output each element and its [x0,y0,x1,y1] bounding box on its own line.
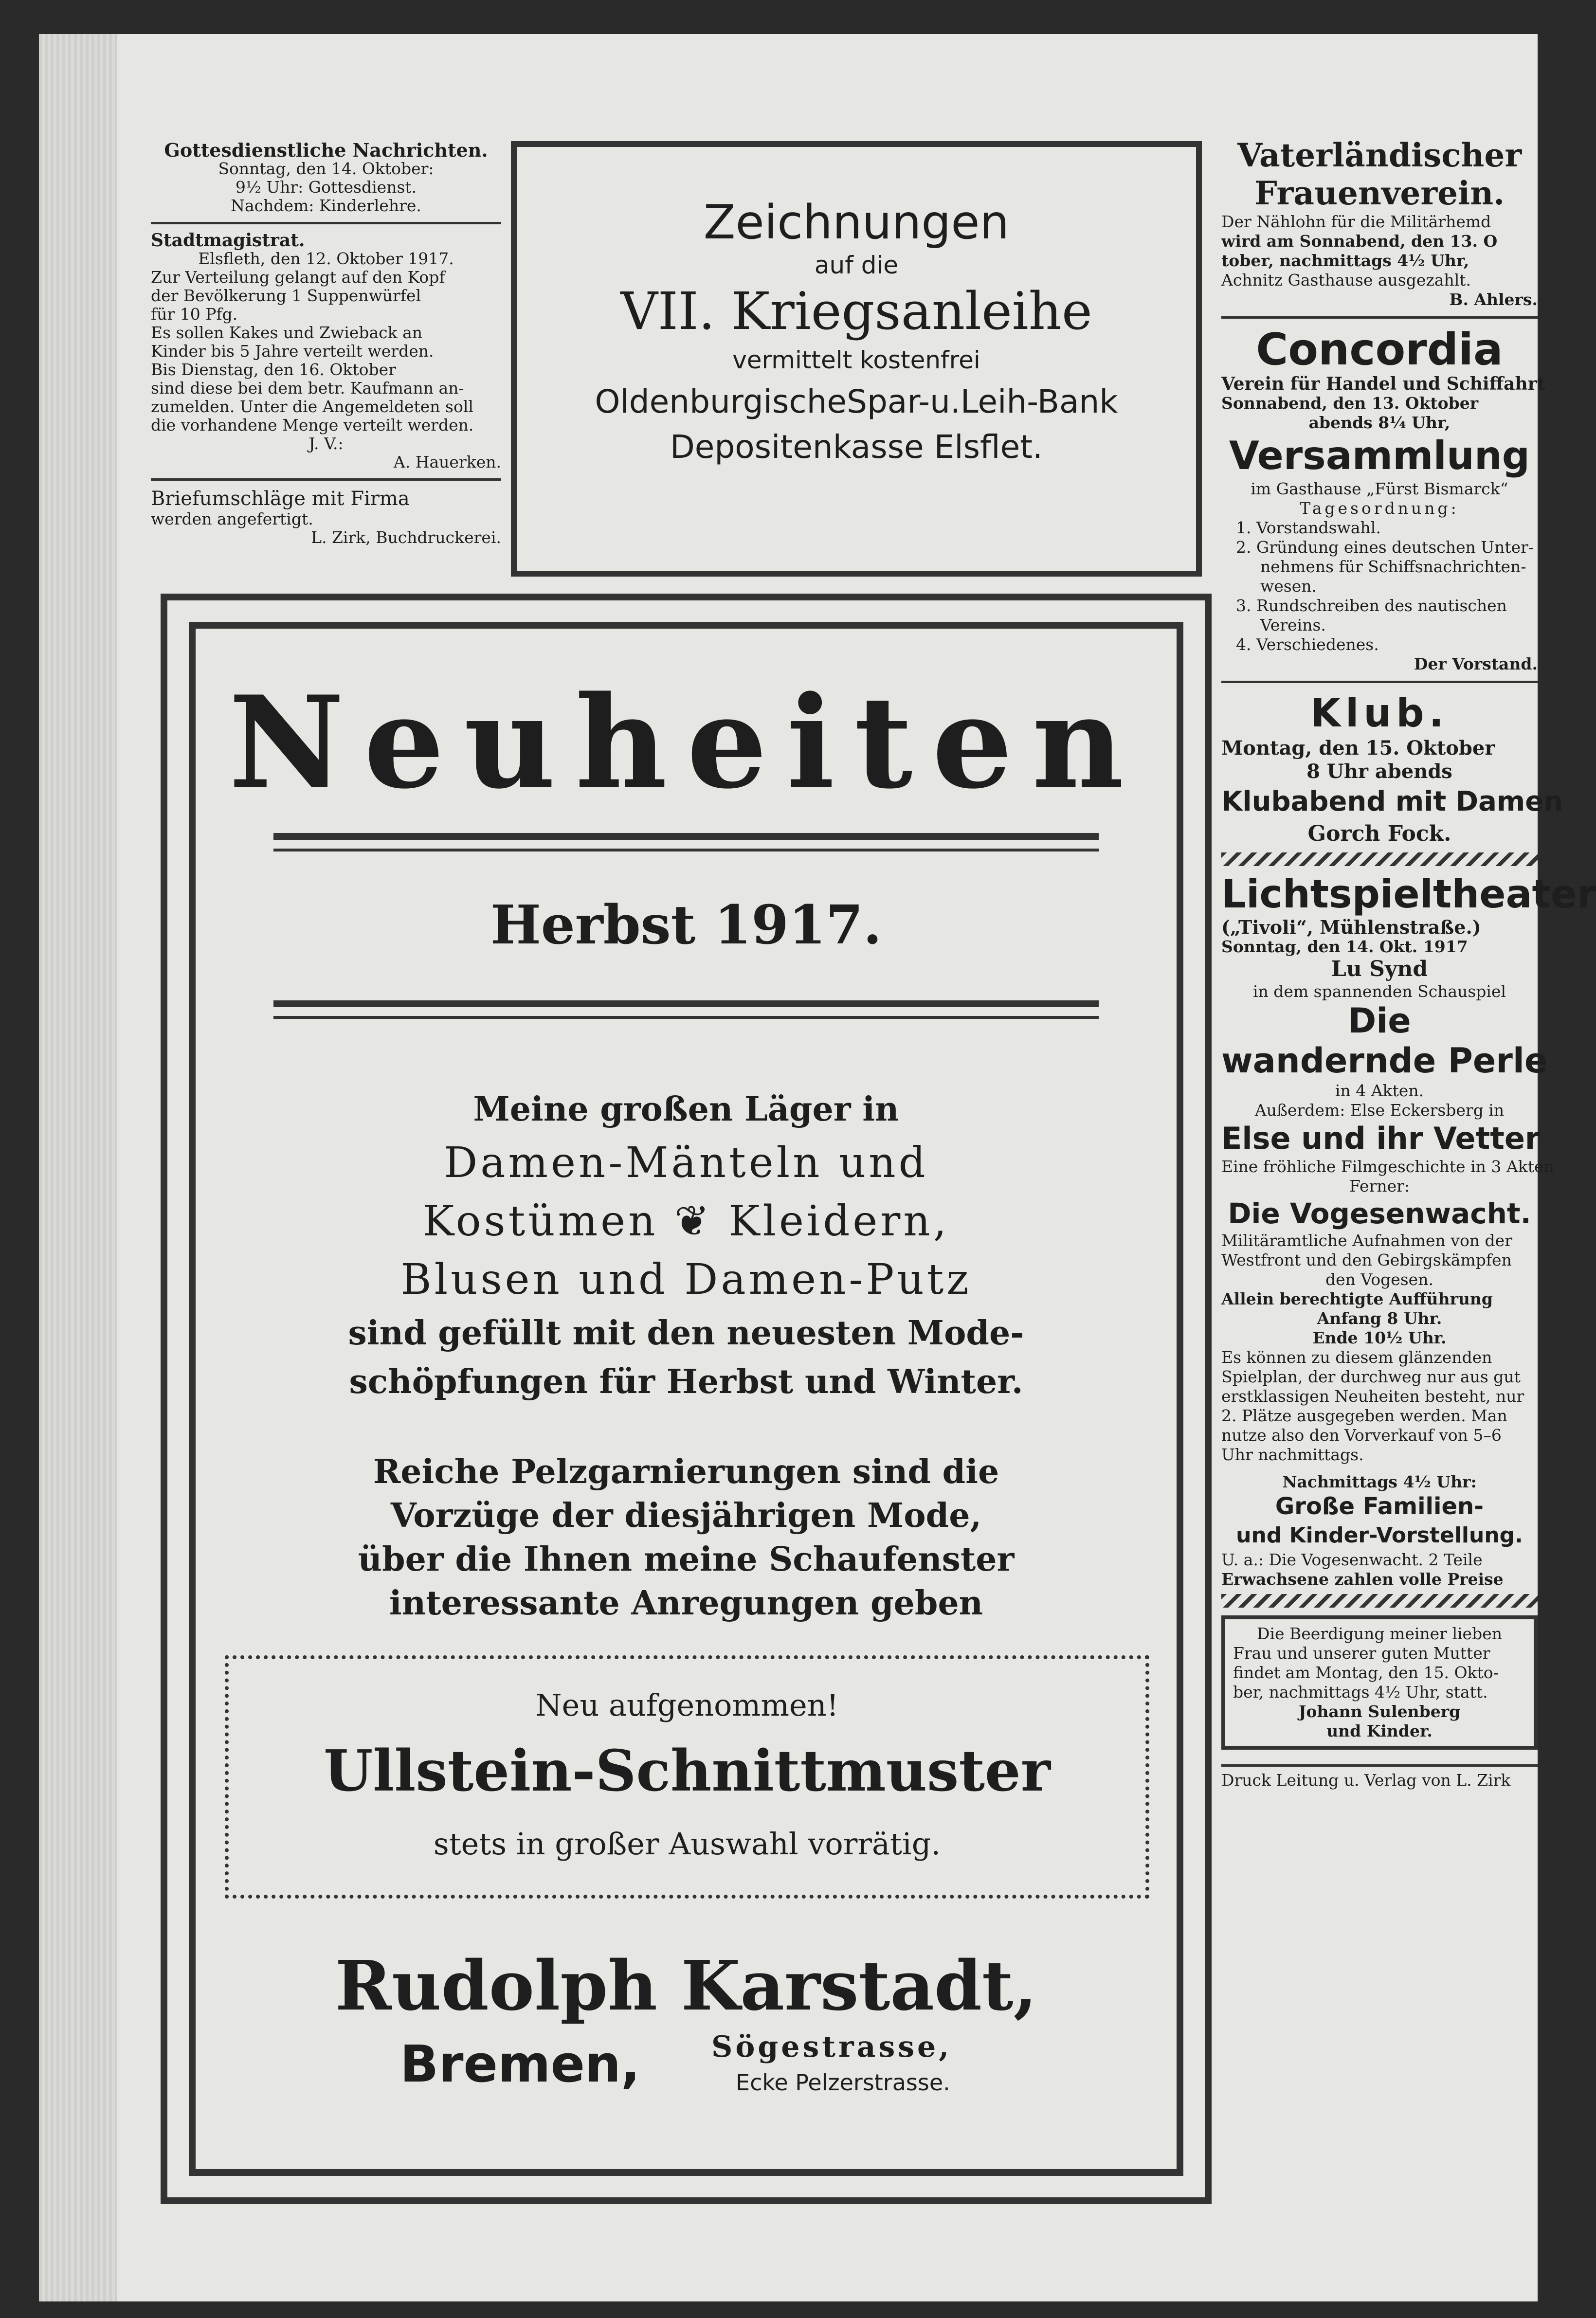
magistrat-title: Stadtmagistrat. [151,230,305,251]
licht-also: Außerdem: Else Eckersberg in [1254,1101,1505,1120]
ullstein-line-1: Neu aufgenommen! [535,1687,839,1723]
ornament-border [1221,1594,1538,1608]
gottesdienst-line-1: 9½ Uhr: Gottesdienst. [235,178,417,197]
gottesdienst-title: Gottesdienstliche Nachrichten. [164,139,488,161]
licht-intro: in dem spannenden Schauspiel [1252,982,1506,1001]
headline: Neuheiten [229,669,1143,817]
licht-film2: Else und ihr Vetter [1221,1121,1540,1156]
traur-line: findet am Montag, den 15. Okto- [1233,1663,1499,1682]
concordia-time: abends 8¼ Uhr, [1308,413,1451,432]
licht-line: den Vogesen. [1325,1270,1433,1289]
agenda-item: 4. Verschiedenes. [1236,635,1379,654]
licht-family-1: Große Familien- [1275,1493,1484,1520]
concordia-agenda [1221,518,1538,654]
concordia-date: Sonnabend, den 13. Oktober [1221,394,1479,413]
agenda-item: 2. Gründung eines deutschen Unter- [1236,538,1534,557]
kriegsanleihe-box [511,141,1202,577]
stock-line: schöpfungen für Herbst und Winter. [349,1362,1023,1401]
agenda-item: wesen. [1260,577,1317,596]
licht-line: Westfront und den Gebirgskämpfen [1221,1250,1512,1269]
licht-film1b: wandernde Perle [1221,1041,1548,1081]
anleihe-line-2: auf die [814,251,899,279]
frauen-line: Der Nählohn für die Militärhemd [1221,212,1491,231]
magistrat-line: zumelden. Unter die Angemeldeten soll [151,397,473,416]
fur-line: über die Ihnen meine Schaufenster [358,1540,1015,1579]
frauen-line: Achnitz Gasthause ausgezahlt. [1221,271,1471,290]
klub-name: Gorch Fock. [1307,821,1451,846]
firm-city: Bremen, [400,2034,640,2094]
licht-para: Spielplan, der durchweg nur aus gut [1221,1367,1521,1386]
anleihe-line-6: Depositenkasse Elsflet. [670,428,1043,466]
magistrat-line: J. V.: [308,434,344,453]
concordia-place: im Gasthause „Fürst Bismarck“ [1251,479,1508,498]
stock-line: Blusen und Damen-Putz [400,1255,972,1304]
magistrat-line: Es sollen Kakes und Zwieback an [151,323,423,342]
klub-event: Klubabend mit Damen [1221,786,1563,817]
traur-line: ber, nachmittags 4½ Uhr, statt. [1233,1683,1488,1702]
magistrat-line: die vorhandene Menge verteilt werden. [151,416,474,435]
licht-para: erstklassigen Neuheiten besteht, nur [1221,1387,1524,1406]
karstadt-ad-inner [189,622,1183,2176]
concordia-sub: Verein für Handel und Schiffahrt [1221,374,1545,394]
gottesdienst-line-2: Nachdem: Kinderlehre. [231,196,421,215]
licht-title: Lichtspieltheater [1221,871,1596,917]
gottesdienst-date: Sonntag, den 14. Oktober: [218,159,434,178]
traueranzeige [1221,1615,1538,1750]
licht-ua: U. a.: Die Vogesenwacht. 2 Teile [1221,1550,1483,1569]
licht-ende: Ende 10½ Uhr. [1312,1328,1447,1347]
licht-film2-desc: Eine fröhliche Filmgeschichte in 3 Akten [1221,1157,1554,1176]
right-column [1221,136,1596,2238]
licht-star: Lu Synd [1331,957,1428,981]
licht-date: Sonntag, den 14. Okt. 1917 [1221,937,1468,956]
licht-allein: Allein berechtigte Aufführung [1221,1289,1493,1308]
licht-para: nutze also den Vorverkauf von 5–6 [1221,1426,1502,1445]
fur-paragraph [298,1450,1074,1625]
headline-rule [273,833,1099,845]
anleihe-line-4: vermittelt kostenfrei [732,346,980,374]
season-rule [273,1000,1099,1012]
left-column [151,141,501,628]
licht-film3: Die Vogesenwacht. [1228,1197,1531,1230]
divider [151,478,501,481]
divider [1221,681,1538,683]
frauen-title-1: Vaterländischer [1237,136,1522,174]
firm-name: Rudolph Karstadt, [335,1946,1037,2026]
licht-sub: („Tivoli“, Mühlenstraße.) [1221,916,1481,938]
stock-line: sind gefüllt mit den neuesten Mode- [348,1314,1024,1353]
concordia-agenda-title: Tagesordnung: [1300,499,1459,518]
concordia-title: Concordia [1256,324,1503,375]
ullstein-line-2: Ullstein-Schnittmuster [324,1738,1051,1804]
concordia-signature: Der Vorstand. [1414,654,1538,673]
licht-line: Militäramtliche Aufnahmen von der [1221,1231,1512,1250]
druck-line: Druck Leitung u. Verlag von L. Zirk [1221,1764,1538,1790]
fur-line: Vorzüge der diesjährigen Mode, [390,1496,982,1535]
traur-kinder: und Kinder. [1326,1721,1433,1740]
brief-line-2: werden angefertigt. [151,509,313,528]
licht-ferner: Ferner: [1349,1177,1410,1195]
firm-corner: Ecke Pelzerstrasse. [736,2069,950,2096]
brief-line-3: L. Zirk, Buchdruckerei. [311,528,501,547]
licht-para: Es können zu diesem glänzenden [1221,1348,1492,1367]
licht-erw: Erwachsene zahlen volle Preise [1221,1570,1504,1589]
klub-title: Klub. [1310,690,1449,736]
frauen-line: wird am Sonnabend, den 13. O [1221,232,1498,251]
divider [1221,316,1538,319]
firm-street: Sögestrasse, [711,2030,952,2064]
traur-line: Frau und unserer guten Mutter [1233,1644,1490,1663]
magistrat-line: Zur Verteilung gelangt auf den Kopf [151,268,445,287]
divider [151,222,501,224]
stock-line: Damen-Mänteln und [444,1139,928,1187]
licht-family-2: und Kinder-Vorstellung. [1236,1523,1523,1548]
anleihe-line-3: VII. Kriegsanleihe [620,281,1092,341]
licht-acts: in 4 Akten. [1335,1081,1424,1100]
ornament-border [1221,852,1538,866]
stock-line: Kostümen ❦ Kleidern, [422,1197,950,1246]
licht-para: 2. Plätze ausgegeben werden. Man [1221,1406,1507,1425]
agenda-item: nehmens für Schiffsnachrichten- [1260,557,1526,576]
anleihe-line-1: Zeichnungen [703,195,1010,250]
page-edge [39,34,117,2301]
magistrat-line: sind diese bei dem betr. Kaufmann an- [151,379,464,398]
agenda-item: 1. Vorstandswahl. [1236,518,1381,537]
magistrat-line: Bis Dienstag, den 16. Oktober [151,360,396,379]
magistrat-body [151,250,501,471]
stock-line: Meine großen Läger in [473,1090,899,1129]
magistrat-line: der Bevölkerung 1 Suppenwürfel [151,286,421,305]
magistrat-line: Kinder bis 5 Jahre verteilt werden. [151,342,434,361]
newspaper-page [39,34,1596,2301]
anleihe-line-5: OldenburgischeSpar-u.Leih-Bank [595,383,1118,420]
frauen-line: tober, nachmittags 4½ Uhr, [1221,251,1469,270]
ullstein-line-3: stets in großer Auswahl vorrätig. [433,1826,941,1862]
klub-time: 8 Uhr abends [1306,760,1452,783]
agenda-item: 3. Rundschreiben des nautischen [1236,596,1507,615]
agenda-item: Vereins. [1260,616,1326,634]
karstadt-ad-outer [161,594,1212,2204]
stock-paragraph [298,1085,1074,1406]
magistrat-line: für 10 Pfg. [151,305,238,324]
traur-name: Johann Sulenberg [1298,1702,1461,1721]
licht-nachm: Nachmittags 4½ Uhr: [1282,1472,1477,1491]
season: Herbst 1917. [490,893,882,956]
licht-anfang: Anfang 8 Uhr. [1317,1309,1442,1328]
licht-para: Uhr nachmittags. [1221,1445,1364,1464]
frauen-title-2: Frauenverein. [1254,174,1505,212]
magistrat-line: Elsfleth, den 12. Oktober 1917. [198,249,454,268]
concordia-event: Versammlung [1229,433,1530,478]
traur-line: Die Beerdigung meiner lieben [1256,1624,1502,1643]
ullstein-box [225,1655,1149,1899]
frauen-signature: B. Ahlers. [1449,290,1538,309]
klub-date: Montag, den 15. Oktober [1221,737,1495,760]
fur-line: Reiche Pelzgarnierungen sind die [373,1452,999,1491]
magistrat-signature: A. Hauerken. [393,453,501,471]
brief-line-1: Briefumschläge mit Firma [151,488,410,510]
fur-line: interessante Anregungen geben [389,1584,983,1623]
licht-film1a: Die [1348,1001,1411,1041]
